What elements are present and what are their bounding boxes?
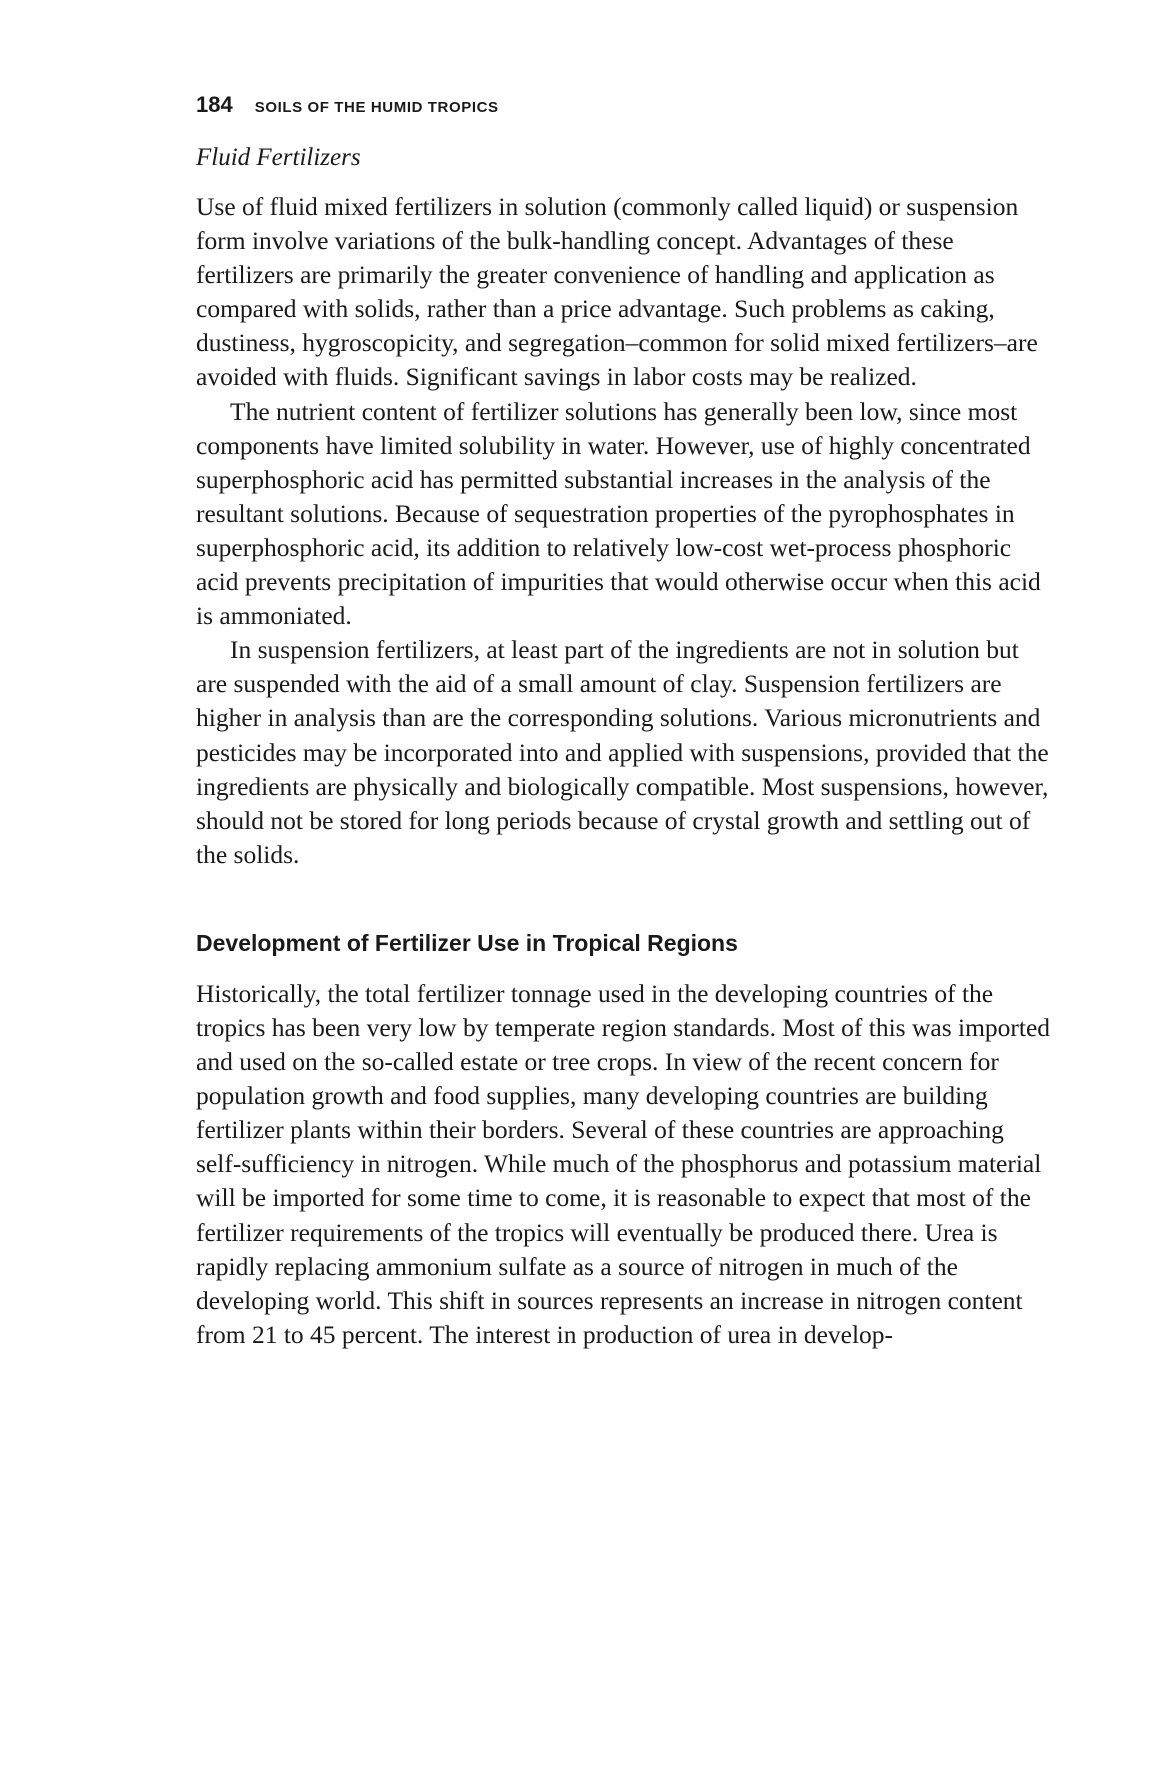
page-number: 184 <box>196 92 233 117</box>
paragraph: Historically, the total fertilizer tonnage used in the developing countries of the tropics has been very low by temperate region standards. Most of this was imported and used on the so-called estate or tree crops. In view of the recent concern for population growth and food supplies, many developing countries are building fertilizer plants within their borders. Several of these countries are approaching self-sufficiency in nitrogen. While much of the phosphorus and potassium material will be imported for some time to come, it is reasonable to expect that most of the fertilizer requirements of the tropics will eventually be produced there. Urea is rapidly replacing ammonium sulfate as a source of nitrogen in much of the developing world. This shift in sources represents an increase in nitrogen content from 21 to 45 percent. The interest in production of urea in develop- <box>196 978 1051 1349</box>
paragraph: In suspension fertilizers, at least part of the ingredients are not in solution but are suspended with the aid of a small amount of clay. Suspension fertilizers are higher in analysis than are the corresponding solutions. Various micronutrients and pesticides may be incorporated into and applied with suspensions, provided that the ingredients are physically and biologically compatible. Most suspensions, however, should not be stored for long periods because of crystal growth and settling out of the solids. <box>196 635 1049 869</box>
running-head <box>196 92 1051 118</box>
subsection-title-fluid-fertilizers: Fluid Fertilizers <box>196 144 361 171</box>
paragraph: The nutrient content of fertilizer solutions has generally been low, since most components have limited solubility in water. However, use of highly concentrated superphosphoric acid has permitted substantial increases in the analysis of the resultant solutions. Because of sequestration properties of the pyrophosphates in superphosphoric acid, its addition to relatively low-cost wet-process phosphoric acid prevents precipitation of impurities that would otherwise occur when this acid is ammoniated. <box>196 396 1041 631</box>
book-page <box>196 92 1051 1352</box>
section-title-development: Development of Fertilizer Use in Tropical Regions <box>196 929 738 956</box>
running-title: SOILS OF THE HUMID TROPICS <box>254 99 499 116</box>
paragraph: Use of fluid mixed fertilizers in solution (commonly called liquid) or suspension form involve variations of the bulk-handling concept. Advantages of these fertilizers are primarily the greater convenience of handling and application as compared with solids, rather than a price advantage. Such problems as caking, dustiness, hygroscopicity, and segregation–common for solid mixed fertilizers–are avoided with fluids. Significant savings in labor costs may be realized. <box>196 192 1038 392</box>
